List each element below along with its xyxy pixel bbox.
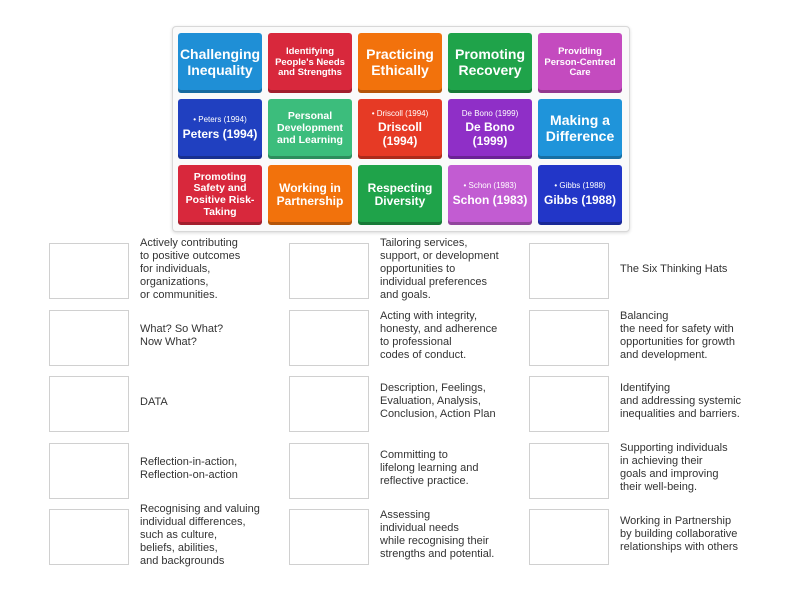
tile-label: Respecting Diversity [367, 180, 433, 208]
tile-driscoll-1994[interactable] [358, 99, 442, 159]
tile-label: Peters (1994) [182, 127, 258, 142]
drop-zone-13[interactable] [49, 509, 129, 565]
tile-peters-1994[interactable] [178, 99, 262, 159]
tile-label: Promoting Recovery [455, 46, 525, 78]
drop-zone-3[interactable] [529, 243, 609, 299]
match-description-5: Acting with integrity, honesty, and adherence to professional codes of conduct. [380, 310, 498, 361]
tile-challenging-inequality[interactable] [178, 33, 262, 93]
tile-label: Personal Development and Learning [277, 110, 343, 146]
tile-identifying-needs-strengths[interactable] [268, 33, 352, 93]
match-description-7: DATA [140, 396, 168, 408]
tile-practicing-ethically[interactable] [358, 33, 442, 93]
tile-safety-positive-risk[interactable] [178, 165, 262, 225]
match-description-1: Actively contributing to positive outcomes for individuals, organizations, or communities. [140, 237, 241, 301]
drop-zone-5[interactable] [289, 310, 369, 366]
tile-de-bono-1999[interactable] [448, 99, 532, 159]
tile-small-label: De Bono (1999) [461, 108, 519, 118]
tile-label: Identifying People's Needs and Strengths [275, 46, 345, 79]
match-description-10: Reflection-in-action, Reflection-on-action [140, 456, 238, 481]
tile-small-label: • Peters (1994) [193, 115, 247, 125]
tile-label: De Bono (1999) [465, 120, 515, 148]
tile-label: Promoting Safety and Positive Risk-Taking [185, 170, 255, 218]
match-description-13: Recognising and valuing individual differences, such as culture, beliefs, abilities, and backgrounds [140, 503, 260, 567]
match-description-11: Committing to lifelong learning and reflective practice. [380, 449, 479, 487]
tile-schon-1983[interactable] [448, 165, 532, 225]
match-description-6: Balancing the need for safety with opportunities for growth and development. [620, 310, 735, 361]
tile-label: Schon (1983) [452, 193, 528, 208]
drop-zone-4[interactable] [49, 310, 129, 366]
drop-zone-14[interactable] [289, 509, 369, 565]
tile-label: Providing Person-Centred Care [544, 46, 616, 79]
match-description-8: Description, Feelings, Evaluation, Analysis, Conclusion, Action Plan [380, 382, 496, 420]
tile-promoting-recovery[interactable] [448, 33, 532, 93]
tile-label: Gibbs (1988) [543, 193, 617, 208]
tile-small-label: • Driscoll (1994) [371, 108, 429, 118]
tile-personal-development[interactable] [268, 99, 352, 159]
tile-small-label: • Schon (1983) [463, 181, 517, 191]
match-description-12: Supporting individuals in achieving their goals and improving their well-being. [620, 442, 728, 493]
drop-zone-2[interactable] [289, 243, 369, 299]
tile-label: Working in Partnership [276, 180, 344, 208]
answer-tile-board [172, 26, 630, 232]
tile-label: Challenging Inequality [179, 46, 261, 78]
tile-making-a-difference[interactable] [538, 99, 622, 159]
drop-zone-7[interactable] [49, 376, 129, 432]
match-description-9: Identifying and addressing systemic inequalities and barriers. [620, 382, 742, 420]
drop-zone-10[interactable] [49, 443, 129, 499]
drop-zone-8[interactable] [289, 376, 369, 432]
tile-label: Driscoll (1994) [377, 120, 422, 148]
tile-gibbs-1988[interactable] [538, 165, 622, 225]
drop-zone-15[interactable] [529, 509, 609, 565]
tile-small-label: • Gibbs (1988) [554, 181, 606, 191]
drop-zone-6[interactable] [529, 310, 609, 366]
match-description-4: What? So What? Now What? [140, 323, 224, 348]
drop-zone-9[interactable] [529, 376, 609, 432]
match-description-3: The Six Thinking Hats [620, 263, 728, 275]
tile-label: Practicing Ethically [366, 46, 434, 78]
drop-zone-12[interactable] [529, 443, 609, 499]
match-description-14: Assessing individual needs while recognising their strengths and potential. [380, 509, 495, 560]
tile-working-in-partnership[interactable] [268, 165, 352, 225]
match-description-15: Working in Partnership by building collaborative relationships with others [620, 515, 739, 553]
drop-zone-11[interactable] [289, 443, 369, 499]
match-description-2: Tailoring services, support, or development opportunities to individual preferences and goals. [380, 237, 499, 301]
tile-label: Making a Difference [545, 112, 615, 144]
tile-person-centred-care[interactable] [538, 33, 622, 93]
drop-zone-1[interactable] [49, 243, 129, 299]
tile-respecting-diversity[interactable] [358, 165, 442, 225]
